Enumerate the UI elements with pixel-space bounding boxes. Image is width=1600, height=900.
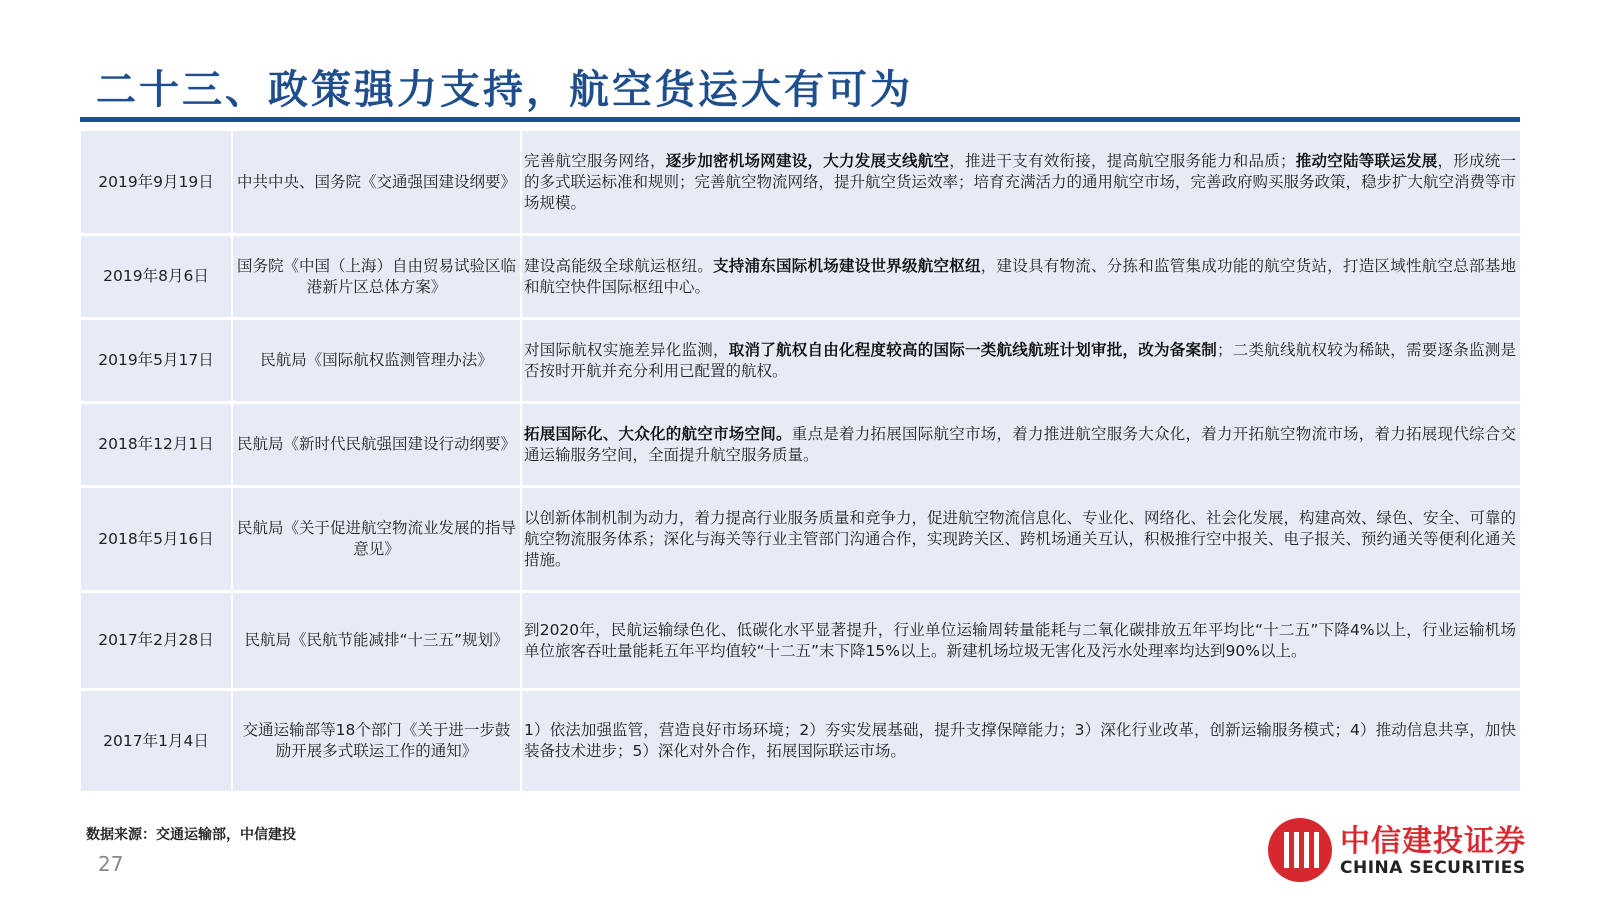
row-date: 2017年2月28日	[81, 593, 233, 688]
row-document: 民航局《关于促进航空物流业发展的指导意见》	[233, 488, 522, 590]
table-row	[81, 236, 1520, 317]
content-text: 重点是着力拓展国际航空市场，着力推进航空服务大众化，着力开拓航空物流市场，着力拓展现代综合交通运输服务空间，全面提升航空服务质量。	[524, 424, 1516, 464]
content-text: ，推进干支有效衔接，提高航空服务能力和品质；	[949, 151, 1296, 170]
title-divider	[80, 117, 1520, 122]
page-number: 27	[98, 852, 124, 876]
row-document: 民航局《国际航权监测管理办法》	[233, 320, 522, 401]
data-source-note: 数据来源：交通运输部，中信建投	[86, 827, 296, 843]
content-highlight: 取消了航权自由化程度较高的国际一类航线航班计划审批，改为备案制	[728, 340, 1217, 359]
row-date: 2019年8月6日	[81, 236, 233, 317]
row-document: 国务院《中国（上海）自由贸易试验区临港新片区总体方案》	[233, 236, 522, 317]
table-row	[81, 488, 1520, 590]
table-row	[81, 691, 1520, 791]
table-row	[81, 131, 1520, 233]
row-date: 2018年12月1日	[81, 404, 233, 485]
row-content	[522, 404, 1520, 485]
content-text: 完善航空服务网络，	[524, 151, 666, 170]
table-row	[81, 404, 1520, 485]
content-text: 对国际航权实施差异化监测，	[524, 340, 729, 359]
content-highlight: 拓展国际化、大众化的航空市场空间。	[524, 424, 792, 443]
policy-table	[81, 131, 1520, 794]
content-text: 建设高能级全球航运枢纽。	[524, 256, 713, 275]
row-date: 2019年9月19日	[81, 131, 233, 233]
table-row	[81, 320, 1520, 401]
row-content	[522, 320, 1520, 401]
row-date: 2019年5月17日	[81, 320, 233, 401]
row-content	[522, 131, 1520, 233]
logo-chinese-name: 中信建投证券	[1340, 824, 1526, 859]
content-text: ，形成统一的多式联运标准和规则；完善航空物流网络，提升航空货运效率；培育充满活力的通用航空市场，完善政府购买服务政策，稳步扩大航空消费等市场规模。	[524, 151, 1517, 212]
content-text: ，建设具有物流、分拣和监管集成功能的航空货站，打造区域性航空总部基地和航空快件国际枢纽中心。	[524, 256, 1516, 296]
china-securities-emblem-icon	[1268, 818, 1332, 882]
page-title: 二十三、政策强力支持，航空货运大有可为	[96, 67, 913, 113]
row-content	[522, 236, 1520, 317]
content-highlight: 支持浦东国际机场建设世界级航空枢纽	[713, 256, 981, 275]
content-text: ；二类航线航权较为稀缺，需要逐条监测是否按时开航并充分利用已配置的航权。	[524, 340, 1516, 380]
row-content	[522, 488, 1520, 590]
content-text: 到2020年，民航运输绿色化、低碳化水平显著提升，行业单位运输周转量能耗与二氧化碳排放五年平均比“十二五”下降4%以上，行业运输机场单位旅客吞吐量能耗五年平均值较“十二五”末下降15%以上。新建机场垃圾无害化及污水处理率均达到90%以上。	[524, 620, 1516, 660]
content-text: 1）依法加强监管，营造良好市场环境；2）夯实发展基础，提升支撑保障能力；3）深化行业改革，创新运输服务模式；4）推动信息共享，加快装备技术进步；5）深化对外合作，拓展国际联运市场。	[524, 721, 1516, 760]
content-highlight: 推动空陆等联运发展	[1295, 151, 1438, 170]
row-date: 2018年5月16日	[81, 488, 233, 590]
row-document: 交通运输部等18个部门《关于进一步鼓励开展多式联运工作的通知》	[233, 691, 522, 791]
china-securities-logo	[1268, 818, 1558, 884]
content-highlight: 逐步加密机场网建设，大力发展支线航空	[665, 151, 950, 170]
logo-english-name: CHINA SECURITIES	[1340, 858, 1526, 878]
row-document: 中共中央、国务院《交通强国建设纲要》	[233, 131, 522, 233]
table-row	[81, 593, 1520, 688]
row-document: 民航局《新时代民航强国建设行动纲要》	[233, 404, 522, 485]
row-content	[522, 593, 1520, 688]
content-text: 以创新体制机制为动力，着力提高行业服务质量和竞争力，促进航空物流信息化、专业化、网络化、社会化发展，构建高效、绿色、安全、可靠的航空物流服务体系；深化与海关等行业主管部门沟通合作，实现跨关区、跨机场通关互认，积极推行空中报关、电子报关、预约通关等便利化通关措施。	[524, 508, 1517, 569]
row-document: 民航局《民航节能减排“十三五”规划》	[233, 593, 522, 688]
row-content	[522, 691, 1520, 791]
row-date: 2017年1月4日	[81, 691, 233, 791]
